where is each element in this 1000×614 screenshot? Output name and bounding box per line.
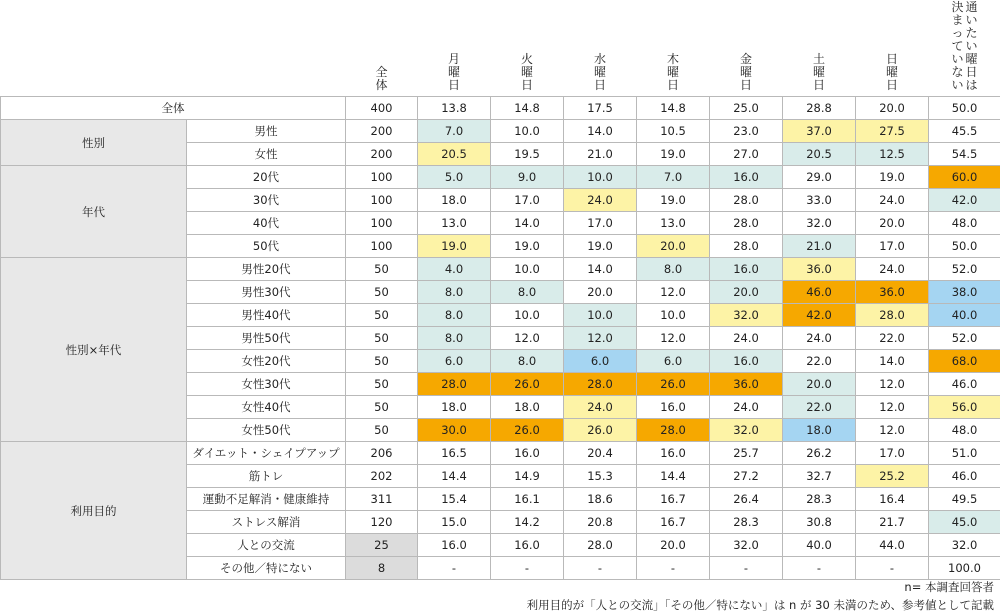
value-cell: 14.8 (491, 97, 564, 120)
header-undecided (929, 0, 1000, 97)
sample-size-cell: 8 (346, 557, 418, 580)
value-cell: 10.5 (637, 120, 710, 143)
value-cell: 14.4 (418, 465, 491, 488)
value-cell: 26.0 (564, 419, 637, 442)
row-label: 男性 (187, 120, 346, 143)
value-cell: 13.0 (637, 212, 710, 235)
value-cell: 8.0 (418, 327, 491, 350)
table-row (1, 258, 1000, 281)
sample-size-cell: 202 (346, 465, 418, 488)
header-total: 全 体 (346, 0, 418, 97)
row-label: 女性50代 (187, 419, 346, 442)
value-cell: 20.0 (710, 281, 783, 304)
header-undecided-line2: 決 ま っ て い な い (951, 1, 963, 92)
value-cell: 19.0 (564, 235, 637, 258)
value-cell: 16.0 (491, 534, 564, 557)
value-cell: 13.8 (418, 97, 491, 120)
row-label: 女性30代 (187, 373, 346, 396)
value-cell: 51.0 (929, 442, 1000, 465)
value-cell: 32.0 (710, 534, 783, 557)
value-cell: 25.0 (710, 97, 783, 120)
value-cell: 13.0 (418, 212, 491, 235)
row-label: 30代 (187, 189, 346, 212)
sample-size-cell: 50 (346, 327, 418, 350)
sample-size-cell: 50 (346, 304, 418, 327)
sample-size-cell: 100 (346, 212, 418, 235)
value-cell: 48.0 (929, 419, 1000, 442)
value-cell: - (418, 557, 491, 580)
value-cell: 52.0 (929, 327, 1000, 350)
value-cell: 12.0 (637, 327, 710, 350)
header-corner (1, 0, 346, 97)
row-label: 男性20代 (187, 258, 346, 281)
sample-size-cell: 100 (346, 189, 418, 212)
value-cell: 14.0 (491, 212, 564, 235)
value-cell: 24.0 (710, 327, 783, 350)
value-cell: 38.0 (929, 281, 1000, 304)
value-cell: 19.0 (637, 143, 710, 166)
value-cell: 18.0 (418, 396, 491, 419)
value-cell: 56.0 (929, 396, 1000, 419)
footnotes (527, 578, 994, 614)
row-label: 女性20代 (187, 350, 346, 373)
value-cell: 49.5 (929, 488, 1000, 511)
sample-size-cell: 50 (346, 396, 418, 419)
sample-size-cell: 311 (346, 488, 418, 511)
table-row (1, 166, 1000, 189)
value-cell: 44.0 (856, 534, 929, 557)
value-cell: 28.0 (637, 419, 710, 442)
value-cell: 37.0 (783, 120, 856, 143)
value-cell: 20.0 (856, 212, 929, 235)
value-cell: 27.0 (710, 143, 783, 166)
value-cell: 19.0 (856, 166, 929, 189)
value-cell: 52.0 (929, 258, 1000, 281)
value-cell: 12.0 (491, 327, 564, 350)
value-cell: 28.0 (710, 189, 783, 212)
value-cell: 20.5 (783, 143, 856, 166)
value-cell: 7.0 (637, 166, 710, 189)
sample-size-cell: 120 (346, 511, 418, 534)
value-cell: 32.0 (710, 419, 783, 442)
value-cell: 15.4 (418, 488, 491, 511)
value-cell: 17.0 (856, 235, 929, 258)
value-cell: 10.0 (491, 258, 564, 281)
value-cell: 22.0 (856, 327, 929, 350)
value-cell: 16.0 (637, 442, 710, 465)
value-cell: 16.4 (856, 488, 929, 511)
row-label: 男性40代 (187, 304, 346, 327)
row-label: 50代 (187, 235, 346, 258)
value-cell: 24.0 (856, 189, 929, 212)
value-cell: 6.0 (564, 350, 637, 373)
value-cell: 10.0 (637, 304, 710, 327)
value-cell: 10.0 (491, 304, 564, 327)
value-cell: 28.0 (564, 373, 637, 396)
group-label-purpose: 利用目的 (1, 442, 187, 580)
value-cell: 45.5 (929, 120, 1000, 143)
value-cell: 36.0 (710, 373, 783, 396)
sample-size-cell: 25 (346, 534, 418, 557)
sample-size-cell: 100 (346, 235, 418, 258)
row-label: ストレス解消 (187, 511, 346, 534)
value-cell: 8.0 (418, 304, 491, 327)
group-label-sex-age: 性別×年代 (1, 258, 187, 442)
row-label: 運動不足解消・健康維持 (187, 488, 346, 511)
value-cell: 26.2 (783, 442, 856, 465)
value-cell: 21.7 (856, 511, 929, 534)
value-cell: 28.0 (710, 235, 783, 258)
value-cell: 15.0 (418, 511, 491, 534)
row-label: ダイエット・シェイプアップ (187, 442, 346, 465)
value-cell: 28.8 (783, 97, 856, 120)
value-cell: 21.0 (783, 235, 856, 258)
note-n-definition: n= 本調査回答者 (527, 578, 994, 596)
row-label: 40代 (187, 212, 346, 235)
value-cell: 24.0 (783, 327, 856, 350)
value-cell: 6.0 (637, 350, 710, 373)
value-cell: 14.0 (564, 120, 637, 143)
value-cell: 26.0 (637, 373, 710, 396)
value-cell: 16.0 (710, 166, 783, 189)
sample-size-cell: 50 (346, 350, 418, 373)
value-cell: 18.0 (783, 419, 856, 442)
value-cell: 18.0 (418, 189, 491, 212)
value-cell: 20.0 (637, 235, 710, 258)
value-cell: 28.0 (710, 212, 783, 235)
row-label: 人との交流 (187, 534, 346, 557)
value-cell: 16.0 (418, 534, 491, 557)
sample-size-cell: 50 (346, 373, 418, 396)
value-cell: 25.2 (856, 465, 929, 488)
value-cell: 32.0 (929, 534, 1000, 557)
value-cell: 16.7 (637, 488, 710, 511)
sample-size-cell: 400 (346, 97, 418, 120)
value-cell: 46.0 (929, 465, 1000, 488)
value-cell: 27.2 (710, 465, 783, 488)
header-fri: 金 曜 日 (710, 0, 783, 97)
row-label: その他／特にない (187, 557, 346, 580)
value-cell: 48.0 (929, 212, 1000, 235)
value-cell: 20.0 (637, 534, 710, 557)
value-cell: 30.0 (418, 419, 491, 442)
sample-size-cell: 50 (346, 258, 418, 281)
value-cell: - (856, 557, 929, 580)
table-row (1, 97, 1000, 120)
value-cell: 50.0 (929, 235, 1000, 258)
table-row (1, 442, 1000, 465)
group-label-age: 年代 (1, 166, 187, 258)
value-cell: 21.0 (564, 143, 637, 166)
sample-size-cell: 206 (346, 442, 418, 465)
value-cell: 19.5 (491, 143, 564, 166)
sample-size-cell: 100 (346, 166, 418, 189)
header-row (1, 0, 1000, 97)
header-wed: 水 曜 日 (564, 0, 637, 97)
value-cell: 19.0 (637, 189, 710, 212)
value-cell: 14.4 (637, 465, 710, 488)
value-cell: 4.0 (418, 258, 491, 281)
value-cell: 28.0 (856, 304, 929, 327)
header-thu: 木 曜 日 (637, 0, 710, 97)
value-cell: 18.0 (491, 396, 564, 419)
value-cell: 19.0 (418, 235, 491, 258)
value-cell: 22.0 (783, 396, 856, 419)
row-label: 全体 (1, 97, 346, 120)
header-mon: 月 曜 日 (418, 0, 491, 97)
sample-size-cell: 200 (346, 143, 418, 166)
value-cell: 54.5 (929, 143, 1000, 166)
value-cell: 68.0 (929, 350, 1000, 373)
value-cell: 8.0 (637, 258, 710, 281)
value-cell: 10.0 (491, 120, 564, 143)
value-cell: 20.0 (856, 97, 929, 120)
value-cell: 15.3 (564, 465, 637, 488)
value-cell: 22.0 (783, 350, 856, 373)
value-cell: 26.0 (491, 373, 564, 396)
value-cell: 16.5 (418, 442, 491, 465)
value-cell: 20.8 (564, 511, 637, 534)
sample-size-cell: 200 (346, 120, 418, 143)
value-cell: 46.0 (929, 373, 1000, 396)
value-cell: 16.0 (710, 258, 783, 281)
value-cell: 14.8 (637, 97, 710, 120)
value-cell: 8.0 (491, 350, 564, 373)
value-cell: 32.7 (783, 465, 856, 488)
value-cell: 12.0 (564, 327, 637, 350)
sample-size-cell: 50 (346, 281, 418, 304)
row-label: 男性50代 (187, 327, 346, 350)
value-cell: 9.0 (491, 166, 564, 189)
value-cell: 23.0 (710, 120, 783, 143)
header-undecided-line1: 通 い た い 曜 日 は (966, 1, 978, 92)
table-body (1, 97, 1000, 580)
value-cell: - (783, 557, 856, 580)
value-cell: 24.0 (856, 258, 929, 281)
value-cell: 36.0 (783, 258, 856, 281)
value-cell: 14.2 (491, 511, 564, 534)
value-cell: 40.0 (929, 304, 1000, 327)
value-cell: 50.0 (929, 97, 1000, 120)
value-cell: 19.0 (491, 235, 564, 258)
value-cell: 26.0 (491, 419, 564, 442)
value-cell: 17.5 (564, 97, 637, 120)
value-cell: 5.0 (418, 166, 491, 189)
value-cell: - (564, 557, 637, 580)
value-cell: 14.0 (856, 350, 929, 373)
value-cell: 42.0 (929, 189, 1000, 212)
value-cell: 17.0 (564, 212, 637, 235)
value-cell: 40.0 (783, 534, 856, 557)
value-cell: 36.0 (856, 281, 929, 304)
value-cell: 6.0 (418, 350, 491, 373)
value-cell: 20.0 (564, 281, 637, 304)
row-label: 20代 (187, 166, 346, 189)
value-cell: 17.0 (491, 189, 564, 212)
value-cell: 33.0 (783, 189, 856, 212)
value-cell: - (491, 557, 564, 580)
header-tue: 火 曜 日 (491, 0, 564, 97)
row-label: 女性40代 (187, 396, 346, 419)
row-label: 男性30代 (187, 281, 346, 304)
value-cell: 27.5 (856, 120, 929, 143)
value-cell: 14.9 (491, 465, 564, 488)
value-cell: 16.0 (710, 350, 783, 373)
value-cell: 8.0 (491, 281, 564, 304)
value-cell: 28.3 (783, 488, 856, 511)
value-cell: 16.1 (491, 488, 564, 511)
value-cell: 17.0 (856, 442, 929, 465)
value-cell: 10.0 (564, 166, 637, 189)
row-label: 女性 (187, 143, 346, 166)
value-cell: - (710, 557, 783, 580)
value-cell: 45.0 (929, 511, 1000, 534)
value-cell: 25.7 (710, 442, 783, 465)
value-cell: 12.5 (856, 143, 929, 166)
value-cell: - (637, 557, 710, 580)
value-cell: 28.0 (564, 534, 637, 557)
row-label: 筋トレ (187, 465, 346, 488)
value-cell: 16.7 (637, 511, 710, 534)
value-cell: 60.0 (929, 166, 1000, 189)
value-cell: 32.0 (710, 304, 783, 327)
value-cell: 12.0 (856, 373, 929, 396)
note-reference: 利用目的が「人との交流」「その他／特にない」は n が 30 未満のため、参考値として記載 (527, 596, 994, 614)
value-cell: 20.5 (418, 143, 491, 166)
value-cell: 12.0 (637, 281, 710, 304)
value-cell: 8.0 (418, 281, 491, 304)
value-cell: 12.0 (856, 396, 929, 419)
value-cell: 14.0 (564, 258, 637, 281)
value-cell: 32.0 (783, 212, 856, 235)
value-cell: 20.4 (564, 442, 637, 465)
value-cell: 10.0 (564, 304, 637, 327)
value-cell: 16.0 (491, 442, 564, 465)
header-sat: 土 曜 日 (783, 0, 856, 97)
value-cell: 20.0 (783, 373, 856, 396)
value-cell: 16.0 (637, 396, 710, 419)
header-sun: 日 曜 日 (856, 0, 929, 97)
table-row (1, 120, 1000, 143)
value-cell: 42.0 (783, 304, 856, 327)
value-cell: 100.0 (929, 557, 1000, 580)
value-cell: 24.0 (564, 396, 637, 419)
value-cell: 12.0 (856, 419, 929, 442)
value-cell: 46.0 (783, 281, 856, 304)
value-cell: 28.0 (418, 373, 491, 396)
group-label-sex: 性別 (1, 120, 187, 166)
value-cell: 28.3 (710, 511, 783, 534)
value-cell: 18.6 (564, 488, 637, 511)
value-cell: 29.0 (783, 166, 856, 189)
value-cell: 24.0 (564, 189, 637, 212)
sample-size-cell: 50 (346, 419, 418, 442)
value-cell: 30.8 (783, 511, 856, 534)
value-cell: 26.4 (710, 488, 783, 511)
value-cell: 24.0 (710, 396, 783, 419)
value-cell: 7.0 (418, 120, 491, 143)
